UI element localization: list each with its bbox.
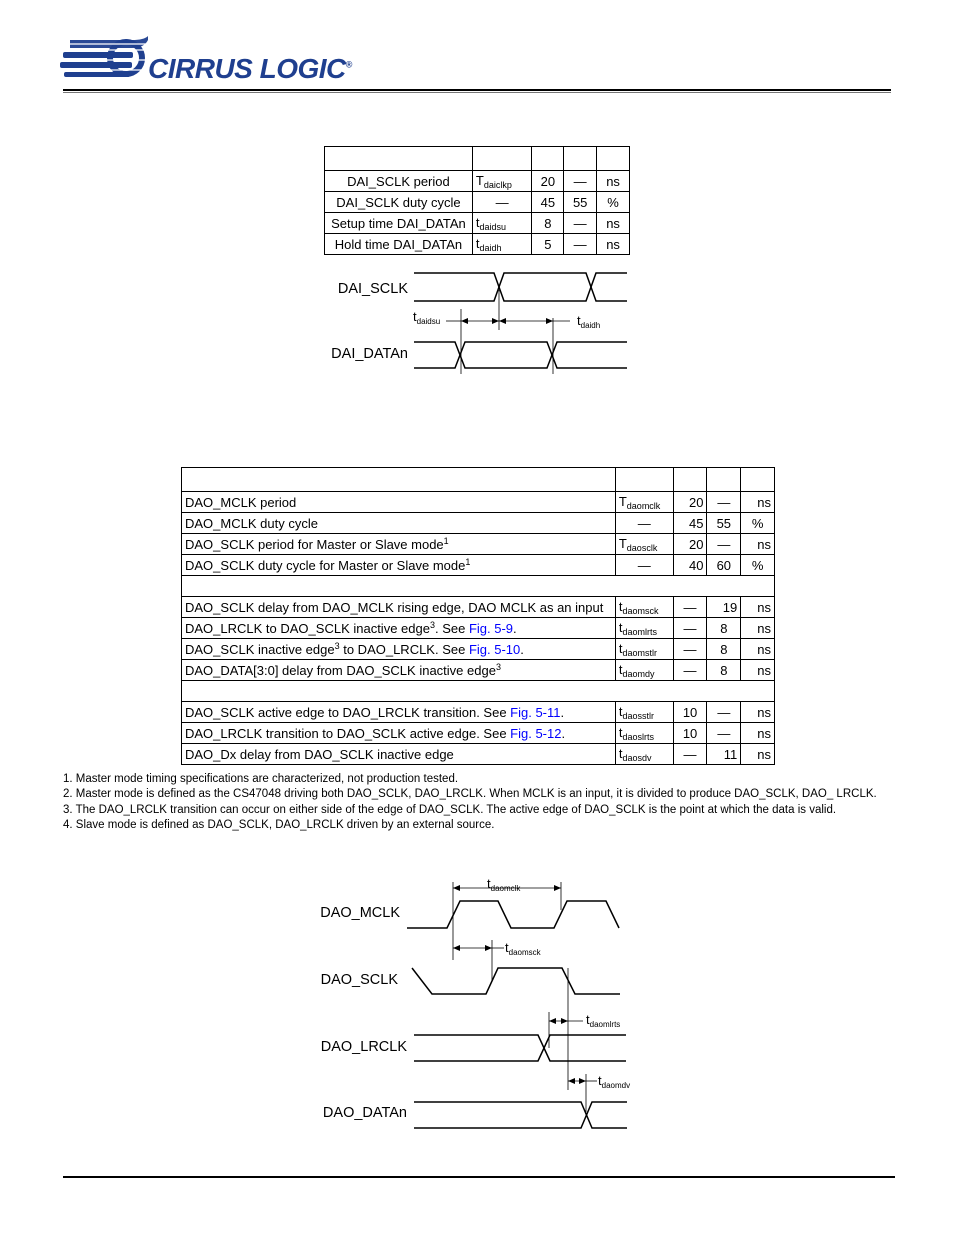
table-row: DAO_MCLK duty cycle — 45 55 % — [182, 513, 775, 534]
footnote: 1. Master mode timing specifications are characterized, not production tested. — [63, 773, 459, 785]
table-row: DAO_Dx delay from DAO_SCLK inactive edge $t_{daosdv}$ — 11 ns — [182, 744, 775, 765]
signal-label-dai-sclk: DAI_SCLK — [337, 281, 408, 297]
table-row: DAI_SCLK period $T_{daiclkp}$ 20 — ns — [325, 171, 630, 192]
table-row: DAO_SCLK active edge to DAO_LRCLK transition. See Fig. 5-11. $t_{daosstlr}$ 10 — ns — [182, 702, 775, 723]
signal-label-dao-sclk: DAO_SCLK — [320, 972, 398, 988]
brand-wordmark: CIRRUS LOGIC® — [148, 53, 352, 84]
dao-datan-waveform-low — [414, 1102, 627, 1128]
table-row: DAO_MCLK period $T_{daomclk}$ 20 — ns — [182, 492, 775, 513]
timing-label-daomsck: $t_{daomsck}$ — [505, 940, 541, 957]
timing-label-daidsu: $t_{daidsu}$ — [413, 309, 441, 326]
dao-mclk-waveform — [407, 901, 619, 928]
dao-lrclk-waveform-low — [414, 1035, 626, 1061]
dao-sclk-waveform — [412, 968, 620, 994]
table-row: DAO_SCLK delay from DAO_MCLK rising edge, DAO MCLK as an input $t_{daomsck}$ — 19 ns — [182, 597, 775, 618]
timing-label-daomlrts: $t_{daomlrts}$ — [586, 1012, 621, 1029]
signal-label-dai-datan: DAI_DATAn — [331, 346, 408, 362]
timing-label-daidh: $t_{daidh}$ — [577, 313, 601, 330]
table-row: Setup time DAI_DATAn $t_{daidsu}$ 8 — ns — [325, 213, 630, 234]
timing-label-daomdv: $t_{daomdv}$ — [598, 1073, 631, 1090]
table-row: DAO_LRCLK to DAO_SCLK inactive edge$^3$. See Fig. 5-9. $t_{daomlrts}$ — 8 ns — [182, 618, 775, 639]
table-row: DAI_SCLK duty cycle — 45 55 % — [325, 192, 630, 213]
footer-rule — [63, 1176, 895, 1178]
table-row: DAO_SCLK duty cycle for Master or Slave mode$^1$ — 40 60 % — [182, 555, 775, 576]
dao-datan-waveform — [414, 1102, 627, 1128]
timing-label-daomclk: $t_{daomclk}$ — [487, 876, 521, 893]
table-row: DAO_SCLK period for Master or Slave mode$^1$ $T_{daosclk}$ 20 — ns — [182, 534, 775, 555]
footnote: 2. Master mode is defined as the CS47048 driving both DAO_SCLK, DAO_LRCLK. When MCLK is an input, it is divided to produce DAO_SCLK, DAO_ LRCLK. — [63, 788, 877, 801]
table-row: DAO_DATA[3:0] delay from DAO_SCLK inactive edge$^3$ $t_{daomdy}$ — 8 ns — [182, 660, 775, 681]
signal-label-dao-datan: DAO_DATAn — [322, 1105, 407, 1121]
footnote: 3. The DAO_LRCLK transition can occur on either side of the edge of DAO_SCLK. The active edge of DAO_SCLK is the point at which the data is valid. — [63, 803, 837, 816]
signal-label-dao-lrclk: DAO_LRCLK — [320, 1039, 407, 1055]
fig-5-12-link[interactable]: Fig. 5-12 — [510, 725, 562, 741]
footnote: 4. Slave mode is defined as DAO_SCLK, DAO_LRCLK driven by an external source. — [63, 819, 495, 832]
dao-lrclk-waveform — [414, 1035, 626, 1061]
fig-5-11-link[interactable]: Fig. 5-11 — [510, 704, 561, 720]
table-row: Hold time DAI_DATAn $t_{daidh}$ 5 — ns — [325, 234, 630, 255]
signal-label-dao-mclk: DAO_MCLK — [320, 905, 400, 921]
table-row: DAO_SCLK inactive edge$^3$ to DAO_LRCLK. See Fig. 5-10. $t_{daomstlr}$ — 8 ns — [182, 639, 775, 660]
fig-5-9-link[interactable]: Fig. 5-9 — [468, 621, 514, 636]
table-row: DAO_LRCLK transition to DAO_SCLK active edge. See Fig. 5-12. $t_{daoslrts}$ 10 — ns — [182, 723, 775, 744]
fig-5-10-link[interactable]: Fig. 5-10 — [468, 642, 521, 657]
